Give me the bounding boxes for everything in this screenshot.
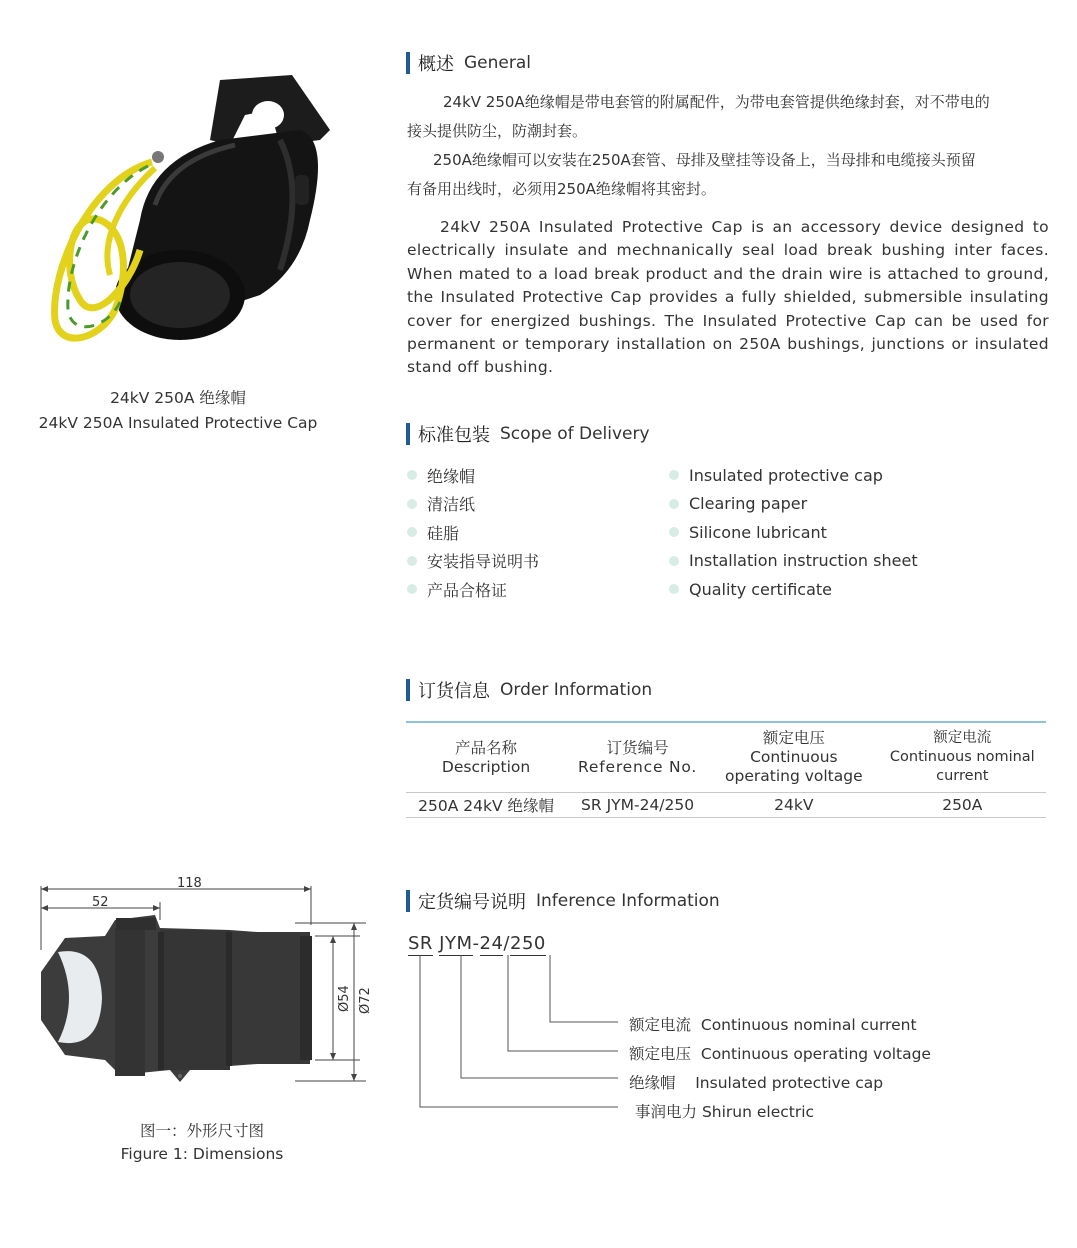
general-para-cn-1a: 24kV 250A绝缘帽是带电套管的附属配件，为带电套管提供绝缘封套，对不带电的 [443, 93, 990, 111]
inference-label-voltage [629, 1042, 931, 1064]
general-title-cn: 概述 [418, 54, 454, 75]
table-header-row [406, 722, 1046, 793]
section-bar [406, 679, 410, 701]
table-cell: 250A 24kV 绝缘帽 [406, 793, 566, 818]
reference-leader-lines [400, 955, 630, 1115]
order-table [406, 721, 1046, 818]
label-en: Continuous nominal current [700, 1016, 917, 1034]
table-cell: SR JYM-24/250 [566, 793, 709, 818]
order-section-title [406, 678, 652, 702]
list-item [407, 518, 539, 547]
list-item [669, 518, 918, 547]
header-cn: 产品名称 [455, 738, 518, 757]
dim-d54: Ø54 [337, 985, 352, 1012]
delivery-title-cn: 标准包装 [418, 425, 490, 446]
dimension-drawing [30, 870, 390, 1100]
code-current: 250 [510, 933, 546, 954]
bullet-icon [669, 584, 679, 594]
list-item-label: 安装指导说明书 [427, 552, 540, 572]
table-header-cell [709, 722, 879, 793]
list-item-label: 清洁纸 [427, 495, 476, 515]
section-bar [406, 423, 410, 445]
product-photo [30, 70, 350, 360]
code-slash: / [503, 933, 510, 954]
label-cn: 额定电流 [629, 1016, 692, 1034]
general-para-cn-2a: 250A绝缘帽可以安装在250A套管、母排及壁挂等设备上，当母排和电缆接头预留 [433, 151, 976, 169]
dim-118: 118 [177, 876, 202, 891]
inference-label-cap [629, 1071, 883, 1093]
figure-caption-cn: 图一：外形尺寸图 [139, 1122, 264, 1140]
list-item-label: 产品合格证 [427, 580, 508, 600]
list-item-label: Clearing paper [689, 494, 808, 514]
dim-52: 52 [92, 895, 109, 910]
header-en: Continuous operating voltage [725, 748, 863, 785]
code-dash: - [472, 933, 480, 954]
list-item [407, 547, 539, 576]
bullet-icon [669, 527, 679, 537]
label-cn: 额定电压 [629, 1045, 692, 1063]
label-cn: 绝缘帽 [629, 1074, 676, 1092]
list-item [669, 575, 918, 604]
header-en: Description [441, 757, 531, 776]
list-item [669, 490, 918, 519]
list-item-label: Silicone lubricant [689, 522, 827, 542]
list-item-label: 硅脂 [427, 523, 460, 543]
inference-title-cn: 定货编号说明 [418, 892, 526, 913]
list-item [669, 461, 918, 490]
header-en: Continuous nominal current [889, 749, 1035, 784]
header-cn: 额定电压 [762, 729, 825, 747]
header-en: Reference No. [578, 757, 698, 776]
table-header-cell [566, 722, 709, 793]
section-bar [406, 52, 410, 74]
inference-title-en: Inference Information [536, 891, 720, 911]
list-item [669, 547, 918, 576]
table-cell: 250A [879, 793, 1046, 818]
dim-d72: Ø72 [358, 987, 373, 1014]
list-item [407, 461, 539, 490]
product-caption-cn: 24kV 250A 绝缘帽 [110, 389, 246, 407]
label-en: Continuous operating voltage [700, 1045, 931, 1063]
inference-section-title [406, 889, 720, 913]
list-item [407, 490, 539, 519]
code-voltage: 24 [479, 933, 504, 954]
product-caption-en: 24kV 250A Insulated Protective Cap [38, 414, 318, 432]
inference-label-brand [635, 1100, 814, 1122]
bullet-icon [407, 584, 417, 594]
label-cn: 事润电力 [635, 1103, 698, 1121]
delivery-list-cn [407, 461, 539, 604]
order-title-cn: 订货信息 [418, 681, 490, 702]
general-title-en: General [464, 53, 531, 73]
bullet-icon [407, 499, 417, 509]
delivery-title-en: Scope of Delivery [500, 424, 650, 444]
header-cn: 额定电流 [933, 730, 992, 746]
table-header-cell [406, 722, 566, 793]
reference-code [408, 933, 546, 954]
list-item [407, 575, 539, 604]
figure-caption-en: Figure 1: Dimensions [120, 1145, 284, 1163]
code-sr: SR [408, 933, 433, 954]
delivery-section-title [406, 422, 650, 446]
table-header-cell [879, 722, 1046, 793]
label-en: Shirun electric [701, 1103, 815, 1121]
general-para-en: 24kV 250A Insulated Protective Cap is an accessory device designed to electrically insulate and mechnanically seal load break bushing inter faces. When mated to a load break product and the drain wire is attached to ground, the Insulated Protective Cap provides a fully shielded, submersible insulating cover for energized bushings. The Insulated Protective Cap can be used for permanent or temporary installation on 250A bushings, junctions or insulated stand off bushing. [407, 218, 1049, 377]
inference-label-current [629, 1013, 917, 1035]
list-item-label: Insulated protective cap [689, 465, 883, 485]
order-title-en: Order Information [500, 680, 653, 700]
section-bar [406, 890, 410, 912]
table-cell: 24kV [709, 793, 879, 818]
list-item-label: Quality certificate [689, 579, 832, 599]
code-jym: JYM [439, 933, 473, 954]
bullet-icon [407, 556, 417, 566]
list-item-label: Installation instruction sheet [689, 551, 918, 571]
delivery-list-en [669, 461, 918, 604]
header-cn: 订货编号 [606, 738, 669, 757]
table-row [406, 793, 1046, 818]
bullet-icon [669, 470, 679, 480]
label-en: Insulated protective cap [695, 1074, 884, 1092]
list-item-label: 绝缘帽 [427, 466, 476, 486]
general-section-title [406, 51, 531, 75]
bullet-icon [669, 556, 679, 566]
bullet-icon [407, 527, 417, 537]
bullet-icon [407, 470, 417, 480]
bullet-icon [669, 499, 679, 509]
general-para-cn-1b: 接头提供防尘，防潮封套。 [407, 122, 588, 140]
general-para-cn-2b: 有备用出线时，必须用250A绝缘帽将其密封。 [407, 180, 716, 198]
